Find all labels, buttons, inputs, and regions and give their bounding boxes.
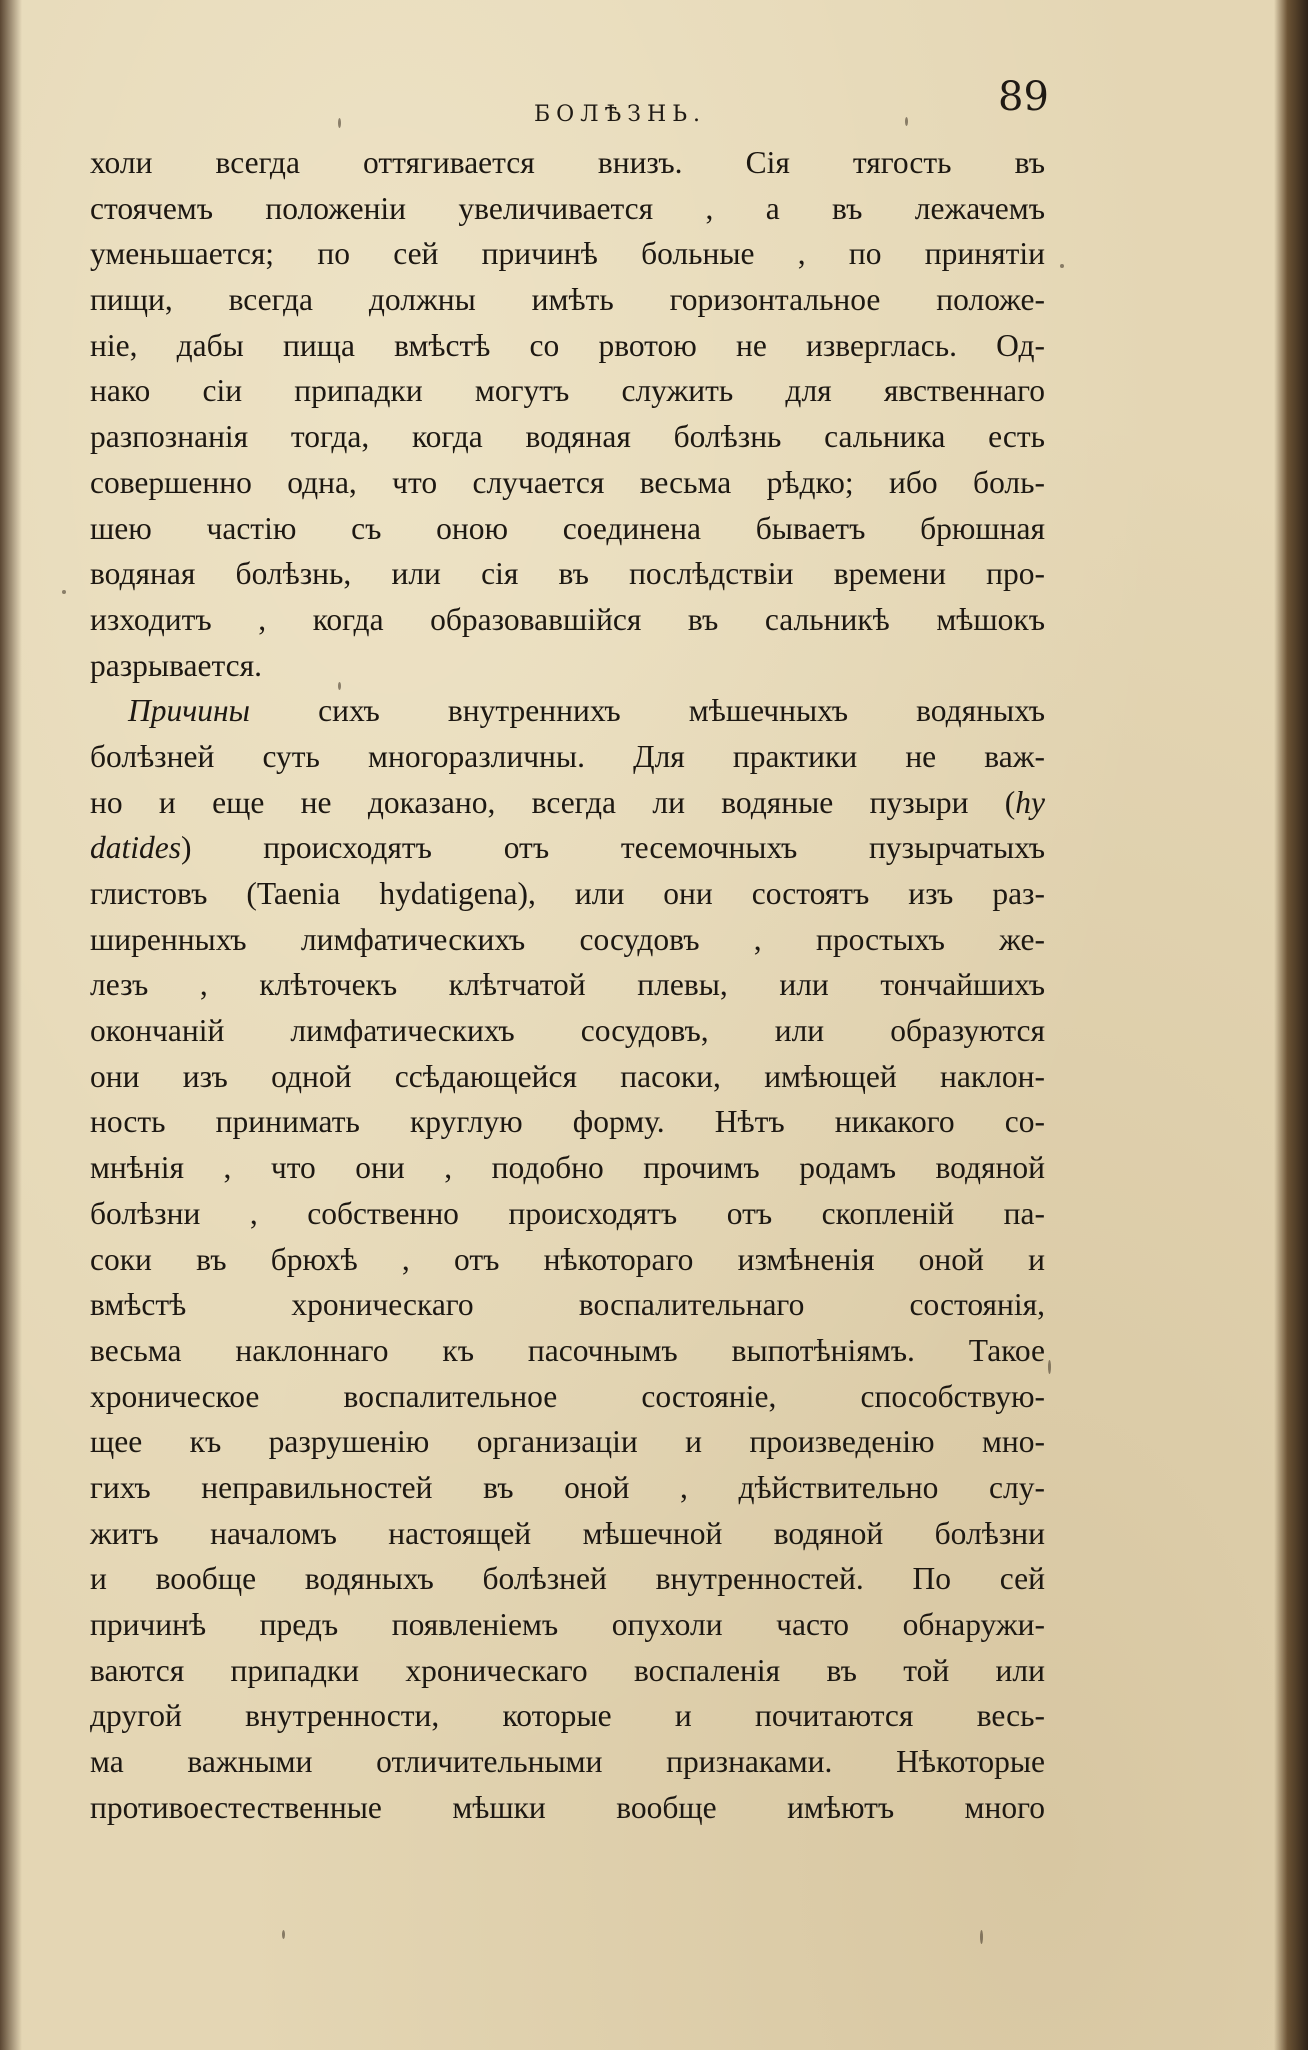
- text-span: сихъ внутреннихъ мѣшечныхъ водяныхъ: [250, 693, 1045, 729]
- text-line: ніе, дабы пища вмѣстѣ со рвотою не изверглась. Од-: [90, 327, 1045, 363]
- text-line: лезъ , клѣточекъ клѣтчатой плевы, или тончайшихъ: [90, 967, 1045, 1003]
- text-line: ваются припадки хроническаго воспаленія въ той или: [90, 1652, 1045, 1688]
- text-line: причинѣ предъ появленіемъ опухоли часто обнаружи-: [90, 1607, 1045, 1642]
- text-line: и вообще водяныхъ болѣзней внутренностей. По сей: [90, 1561, 1045, 1597]
- text-span: но и еще не доказано, всегда ли водяные пузыри (: [90, 784, 1016, 820]
- page-number: 89: [998, 74, 1049, 120]
- text-line: разпознанія тогда, когда водяная болѣзнь сальника есть: [90, 419, 1045, 455]
- text-line: холи всегда оттягивается внизъ. Сія тягость въ: [90, 145, 1045, 180]
- text-line: щее къ разрушенію организаціи и произведенію мно-: [90, 1424, 1045, 1460]
- text-line: вмѣстѣ хроническаго воспалительнаго состоянія,: [90, 1287, 1045, 1323]
- text-line: мнѣнія , что они , подобно прочимъ родамъ водяной: [90, 1150, 1045, 1186]
- text-line: глистовъ (Taenia hydatigena), или они состоятъ изъ раз-: [90, 876, 1045, 911]
- paper-speck: [905, 117, 908, 126]
- running-head: БОЛѢЗНЬ.: [533, 102, 707, 127]
- body-text: [90, 140, 1045, 1830]
- spine-shadow: [0, 0, 22, 2050]
- paragraph-first-line: [90, 688, 1045, 734]
- text-line: житъ началомъ настоящей мѣшечной водяной болѣзни: [90, 1515, 1045, 1551]
- text-span: ) происходятъ отъ тесемочныхъ пузырчатыхъ: [181, 830, 1045, 866]
- text-line: разрывается.: [90, 647, 263, 683]
- paper-speck: [282, 1930, 285, 1939]
- text-line: уменьшается; по сей причинѣ больные , по принятіи: [90, 236, 1045, 272]
- paper-speck: [1048, 1360, 1051, 1374]
- text-line: гихъ неправильностей въ оной , дѣйствительно слу-: [90, 1469, 1045, 1505]
- text-line: [90, 825, 1045, 871]
- text-line: болѣзни , собственно происходятъ отъ скопленій па-: [90, 1195, 1045, 1231]
- text-line: весьма наклоннаго къ пасочнымъ выпотѣніямъ. Такое: [90, 1332, 1045, 1368]
- paper-speck: [62, 590, 66, 594]
- text-line: ма важными отличительными признаками. Нѣкоторые: [90, 1744, 1045, 1780]
- text-line: ность принимать круглую форму. Нѣтъ никакого со-: [90, 1104, 1045, 1140]
- text-line: пищи, всегда должны имѣть горизонтальное положе-: [90, 282, 1045, 318]
- page-edge-shadow: [1274, 0, 1308, 2050]
- text-line: противоестественные мѣшки вообще имѣютъ много: [90, 1789, 1045, 1825]
- text-line: [90, 780, 1045, 826]
- paper-speck: [338, 118, 341, 128]
- text-line: соки въ брюхѣ , отъ нѣкотораго измѣненія оной и: [90, 1241, 1045, 1277]
- text-line: они изъ одной ссѣдающейся пасоки, имѣющей наклон-: [90, 1058, 1045, 1094]
- italic-word: datides: [90, 830, 181, 866]
- italic-word: hy: [1015, 784, 1045, 820]
- paper-speck: [338, 682, 341, 690]
- text-line: совершенно одна, что случается весьма рѣдко; ибо боль-: [90, 464, 1045, 500]
- paper-speck: [980, 1930, 983, 1944]
- italic-word: Причины: [128, 693, 250, 729]
- text-line: нако сіи припадки могутъ служить для явственнаго: [90, 373, 1045, 409]
- text-line: изходитъ , когда образовавшійся въ сальникѣ мѣшокъ: [90, 601, 1045, 637]
- paper-speck: [1060, 264, 1064, 268]
- text-line: ширенныхъ лимфатическихъ сосудовъ , простыхъ же-: [90, 921, 1045, 957]
- text-line: водяная болѣзнь, или сія въ послѣдствіи времени про-: [90, 556, 1045, 592]
- text-line: хроническое воспалительное состояніе, способствую-: [90, 1378, 1045, 1414]
- text-line: стоячемъ положеніи увеличивается , а въ лежачемъ: [90, 190, 1045, 226]
- text-line: шею частію съ оною соединена бываетъ брюшная: [90, 510, 1045, 546]
- text-line: окончаній лимфатическихъ сосудовъ, или образуются: [90, 1013, 1045, 1049]
- text-line: болѣзней суть многоразличны. Для практики не важ-: [90, 738, 1045, 774]
- text-line: другой внутренности, которые и почитаются весь-: [90, 1698, 1045, 1734]
